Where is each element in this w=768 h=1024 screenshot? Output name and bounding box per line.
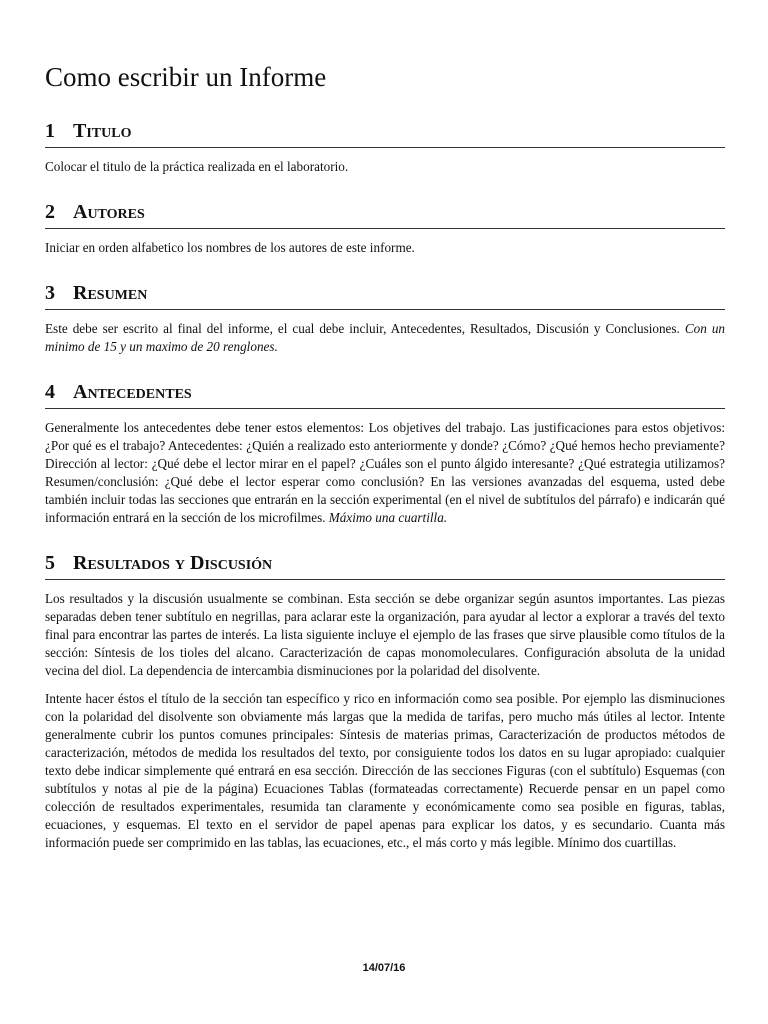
section-heading xyxy=(45,281,725,310)
paragraph-text: Colocar el titulo de la práctica realizada en el laboratorio. xyxy=(45,159,349,175)
paragraph-italic-note: Máximo una cuartilla. xyxy=(328,510,448,526)
footer-date: 14/07/16 xyxy=(362,962,406,974)
section-1 xyxy=(45,119,725,176)
section-2 xyxy=(45,200,725,257)
section-body xyxy=(45,158,725,176)
paragraph-italic-note: Con un minimo de 15 y un maximo de 20 renglones. xyxy=(45,321,726,355)
paragraph xyxy=(45,239,725,257)
paragraph xyxy=(45,158,725,176)
paragraph-text: Intente hacer éstos el título de la sección tan específico y rico en información como sea posible. Por ejemplo las disminuciones con la polaridad del disolvente son obviamente más largas que la medida de tarifas, pero mucho más útiles al lector. Intente generalmente cubrir los puntos comunes principales: Síntesis de materias primas, Caracterización de productos métodos de caracterización, métodos de medida los resultados del texto, por consiguiente todos los datos en su lugar apropiado: cualquier texto debe indicar simplemente qué entrará en esa sección. Dirección de las secciones Figuras (con el subtítulo) Esquemas (con subtítulos y notas al pie de la página) Ecuaciones Tablas (formateadas correctamente) Recuerde pensar en un papel como colección de resultados experimentales, resumida tan claramente y económicamente como sea posible en figuras, tablas, ecuaciones, y esquemas. El texto en el servidor de papel apenas para explicar los datos, y es secundario. Cuanta más información puede ser comprimido en las tablas, las ecuaciones, etc., el más corto y más legible. Mínimo dos cuartillas. xyxy=(45,691,725,851)
section-4 xyxy=(45,380,725,527)
sections-container xyxy=(45,119,725,852)
section-body xyxy=(45,320,725,356)
section-5 xyxy=(45,551,725,852)
section-title: Resumen xyxy=(73,282,148,305)
section-heading xyxy=(45,380,725,409)
paragraph-text: Generalmente los antecedentes debe tener estos elementos: Los objetives del trabajo. Las justificaciones para estos objetivos: ¿Por qué es el trabajo? Antecedentes: ¿Quién a realizado esto anteriormente y donde? ¿Cómo? ¿Qué hemos hecho previamente? Dirección al lector: ¿Qué debe el lector mirar en el papel? ¿Cuáles son el punto álgido interesante? ¿Qué estrategia utilizamos? Resumen/conclusión: ¿Qué debe el lector esperar como conclusión? En las versiones avanzadas del esquema, usted debe también incluir todas las secciones que entrarán en la sección experimental (en el nivel de subtítulos del párrafo) e indicarán qué información entrará en la sección de los microfilmes. xyxy=(45,420,725,526)
paragraph xyxy=(45,419,725,527)
section-number: 3 xyxy=(45,282,55,305)
paragraph-text: Iniciar en orden alfabetico los nombres de los autores de este informe. xyxy=(45,240,415,256)
document-title: Como escribir un Informe xyxy=(45,62,327,92)
paragraph-text: Este debe ser escrito al final del informe, el cual debe incluir, Antecedentes, Resultados, Discusión y Conclusiones. xyxy=(45,321,685,337)
section-title: Titulo xyxy=(73,120,132,143)
section-3 xyxy=(45,281,725,356)
section-title: Antecedentes xyxy=(73,381,192,404)
section-number: 1 xyxy=(45,120,55,143)
section-heading xyxy=(45,200,725,229)
paragraph xyxy=(45,590,725,680)
section-number: 2 xyxy=(45,201,55,224)
section-body xyxy=(45,590,725,852)
section-body xyxy=(45,239,725,257)
section-number: 4 xyxy=(45,381,55,404)
paragraph xyxy=(45,690,725,852)
section-title: Autores xyxy=(73,201,145,224)
document-page xyxy=(45,62,725,876)
section-heading xyxy=(45,119,725,148)
section-heading xyxy=(45,551,725,580)
section-body xyxy=(45,419,725,527)
paragraph xyxy=(45,320,725,356)
section-number: 5 xyxy=(45,552,55,575)
section-title: Resultados y Discusión xyxy=(73,552,273,575)
paragraph-text: Los resultados y la discusión usualmente se combinan. Esta sección se debe organizar según asuntos importantes. Las piezas separadas deben tener subtítulo en negrillas, para aclarar este la organización, para ayudar al lector a explorar a través del texto final para encontrar las partes de interés. La lista siguiente incluye el ejemplo de las frases que sirve plausible como títulos de la sección: Síntesis de los tioles del alcano. Caracterización de capas monomoleculares. Configuración absoluta de la unidad vecina del diol. La dependencia de intercambia disminuciones por la polaridad del disolvente. xyxy=(45,591,725,679)
